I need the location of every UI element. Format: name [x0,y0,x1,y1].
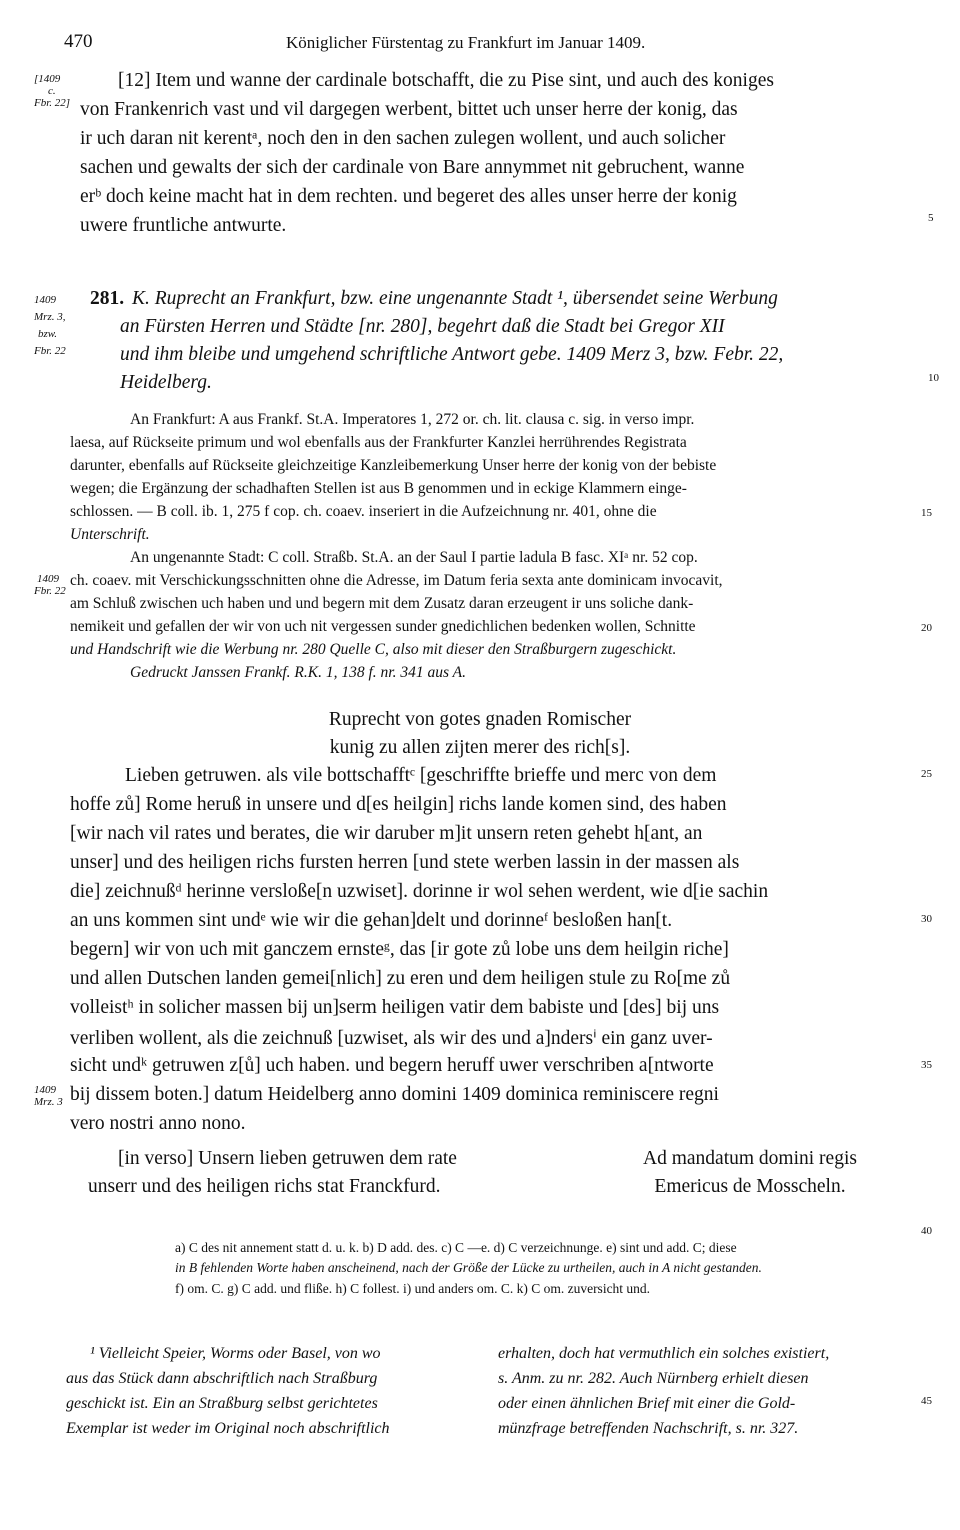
doc-281-regest-line: Heidelberg. [120,372,212,393]
margin-date: 1409 Fbr. 22 [34,573,66,597]
section-12-line: [12] Item und wanne der cardinale botschafft, die zu Pise sint, und auch des koniges [118,70,774,91]
letter-line: vero nostri anno nono. [70,1113,246,1134]
line-number: 10 [928,372,939,384]
letter-line: die] zeichnußᵈ herinne versloße[n uzwiset]. dorinne ir wol sehen werdent, wie d[ie sachin [70,881,769,902]
section-12-line: erᵇ doch keine macht hat in dem rechten. und begeret des alles unser herre der konig [80,186,737,207]
section-12-line: sachen und gewalts der sich der cardinale von Bare annymmet nit gebruchent, wanne [80,157,745,178]
line-number: 30 [921,913,932,925]
apparatus-line: f) om. C. g) C add. und fliße. h) C follest. i) und anders om. C. k) C om. zuversicht und. [175,1281,651,1296]
letter-heading-line: kunig zu allen zijten merer des rich[s]. [329,737,631,758]
source-note-line: darunter, ebenfalls auf Rückseite gleichzeitige Kanzleibemerkung Unser herre der konig von der bebiste [70,457,717,474]
footnote-right-line: erhalten, doch hat vermuthlich ein solches existiert, [498,1345,830,1362]
source-note-line: nemikeit und gefallen der wir von uch nit vergessen sunder gnedichlichen bedenken wollen, Schnitte [70,618,696,635]
source-note-line: Gedruckt Janssen Frankf. R.K. 1, 138 f. nr. 341 aus A. [130,664,466,681]
letter-line: sicht undᵏ getruwen z[ů] uch haben. und begern heruff uwer verschriben a[ntworte [70,1055,714,1076]
letter-line: begern] wir von uch mit ganczem ernsteᵍ, das [ir gote zů lobe uns dem heilgin riche] [70,939,729,960]
line-number: 45 [921,1395,932,1407]
source-note-line: laesa, auf Rückseite primum und wol ebenfalls aus der Frankfurter Kanzlei herrührendes Registrata [70,434,687,451]
letter-line: an uns kommen sint undᵉ wie wir die gehan]delt und dorinneᶠ besloßen han[t. [70,910,673,931]
section-12-line: uwere fruntliche antwurte. [80,215,287,236]
apparatus-line: in B fehlenden Worte haben anscheinend, nach der Größe der Lücke zu urtheilen, auch in A nicht gestanden. [175,1260,762,1275]
letter-line: hoffe zů] Rome heruß in unsere und d[es heilgin] richs lande komen sind, des haben [70,794,727,815]
margin-date: 1409 Mrz. 3 [34,1084,63,1108]
signature-line: Emericus de Mosscheln. [654,1176,846,1197]
source-note-line: An ungenannte Stadt: C coll. Straßb. St.A. an der Saul I partie ladula B fasc. XIᵃ nr. 52 cop. [130,549,698,566]
section-12-line: ir uch daran nit kerentᵃ, noch den in den sachen zulegen wollent, und auch solicher [80,128,726,149]
source-note-line: Unterschrift. [70,526,150,543]
section-12-line: von Frankenrich vast und vil dargegen werbent, bittet uch unser herre der konig, das [80,99,738,120]
line-number: 40 [921,1225,932,1237]
signature-line: Ad mandatum domini regis [643,1148,857,1169]
source-note-line: wegen; die Ergänzung der schadhaften Stellen ist aus B genommen und in eckige Klammern einge- [70,480,687,497]
apparatus-line: a) C des nit annement statt d. u. k. b) D add. des. c) C —e. d) C verzeichnunge. e) sint und add. C; diese [175,1240,737,1255]
address-line: unserr und des heiligen richs stat Franckfurd. [88,1176,441,1197]
margin-date: [1409 c. Fbr. 22] [34,73,71,109]
doc-281-regest-line: K. Ruprecht an Frankfurt, bzw. eine ungenannte Stadt ¹, übersendet seine Werbung [132,288,778,309]
line-number: 25 [921,768,932,780]
doc-281-regest-line: an Fürsten Herren und Städte [nr. 280], begehrt daß die Stadt bei Gregor XII [120,316,725,337]
footnote-left-line: ¹ Vielleicht Speier, Worms oder Basel, von wo [90,1345,381,1362]
letter-line: [wir nach vil rates und berates, die wir daruber m]it unsern reten gehebt h[ant, an [70,823,703,844]
source-note-line: An Frankfurt: A aus Frankf. St.A. Imperatores 1, 272 or. ch. lit. clausa c. sig. in verso impr. [130,411,695,428]
running-title: Königlicher Fürstentag zu Frankfurt im Januar 1409. [286,33,646,52]
letter-line: bij dissem boten.] datum Heidelberg anno domini 1409 dominica reminiscere regni [70,1084,719,1105]
footnote-right-line: oder einen ähnlichen Brief mit einer die Gold- [498,1395,796,1412]
letter-line: verliben wollent, als die zeichnuß [uzwiset, als wir des und a]ndersⁱ ein ganz uver- [70,1028,713,1049]
margin-date: 1409 Mrz. 3, bzw. Fbr. 22 [34,294,66,357]
line-number: 5 [928,212,934,224]
address-line: [in verso] Unsern lieben getruwen dem rate [118,1148,457,1169]
letter-line: volleistʰ in solicher massen bij un]serm heiligen vatir dem babiste und [des] bij uns [70,997,720,1018]
line-number: 15 [921,507,932,519]
line-number: 20 [921,622,932,634]
footnote-left-line: geschickt ist. Ein an Straßburg selbst gerichtetes [66,1395,378,1412]
source-note-line: schlossen. — B coll. ib. 1, 275 f cop. ch. coaev. inseriert in die Aufzeichnung nr. 401, ohne die [70,503,657,520]
document-number: 281. [90,288,125,309]
page-number: 470 [64,31,93,52]
letter-line: Lieben getruwen. als vile bottschafftᶜ [geschriffte brieffe und merc von dem [125,765,717,786]
footnote-right-line: s. Anm. zu nr. 282. Auch Nürnberg erhielt diesen [498,1370,809,1387]
source-note-line: am Schluß zwischen uch haben und und begern mit dem Zusatz daran erzeugent ir uns soliche dank- [70,595,694,612]
doc-281-regest-line: und ihm bleibe und umgehend schriftliche Antwort gebe. 1409 Merz 3, bzw. Febr. 22, [120,344,784,365]
letter-line: und allen Dutschen landen gemei[nlich] zu eren und dem heiligen stule zu Ro[me zů [70,968,731,989]
source-note-line: und Handschrift wie die Werbung nr. 280 Quelle C, also mit dieser den Straßburgern zugeschickt. [70,641,677,658]
footnote-left-line: Exemplar ist weder im Original noch abschriftlich [66,1420,390,1437]
source-note-line: ch. coaev. mit Verschickungsschnitten ohne die Adresse, im Datum feria sexta ante dominicam invocavit, [70,572,723,589]
footnote-right-line: münzfrage betreffenden Nachschrift, s. nr. 327. [498,1420,799,1437]
footnote-left-line: aus das Stück dann abschriftlich nach Straßburg [66,1370,378,1387]
letter-line: unser] und des heiligen richs fursten herren [und stete werben lassin in der massen als [70,852,740,873]
line-number: 35 [921,1059,932,1071]
letter-heading-line: Ruprecht von gotes gnaden Romischer [328,709,632,730]
